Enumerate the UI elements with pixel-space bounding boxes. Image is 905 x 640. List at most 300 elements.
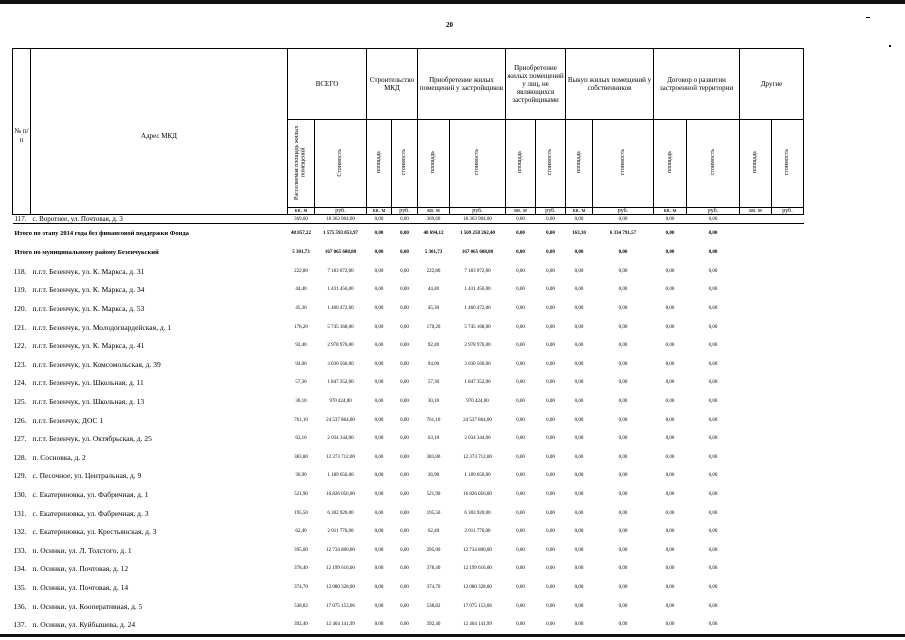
sub-header: стоимость <box>450 120 506 208</box>
value-cell: 0,00 <box>574 603 584 609</box>
value-cell: 0,00 <box>665 622 675 628</box>
value-cell: 45,30 <box>295 306 307 312</box>
scan-mark <box>866 17 870 18</box>
unit-cell: кв. м <box>654 208 687 215</box>
row-number: 124. <box>13 378 27 388</box>
row-address: п.г.т. Безенчук, ДОС 1 <box>32 415 104 425</box>
value-cell: 0,00 <box>654 215 687 224</box>
row-address: п.г.т. Безенчук, ул. К. Маркса, д. 31 <box>32 266 145 276</box>
row-number: 129. <box>13 471 27 481</box>
value-cell: 0,00 <box>516 343 525 349</box>
value-cell: 0,00 <box>665 287 675 293</box>
sub-header: стоимость <box>593 120 654 208</box>
row-address: п.г.т. Безенчук, ул. Школьная, д. 13 <box>32 397 145 406</box>
col-num-header: № п/п <box>13 49 31 215</box>
row-number: 125. <box>13 397 27 406</box>
table-body <box>13 215 804 634</box>
value-cell: 395,00 <box>294 547 308 553</box>
row-address: п. Сосновка, д. 2 <box>32 452 86 462</box>
value-cell: 0,00 <box>516 529 525 535</box>
table-row <box>13 215 804 224</box>
value-cell <box>772 411 804 430</box>
value-cell: 12 373 712,00 <box>463 454 492 460</box>
value-cell: 0,00 <box>400 529 409 535</box>
value-cell: 12 734 800,00 <box>326 547 355 553</box>
value-cell: 5 301,73 <box>424 250 443 256</box>
value-cell <box>772 560 804 579</box>
value-cell: 0,00 <box>516 306 525 312</box>
value-cell: 0,00 <box>374 417 384 423</box>
row-number: 136. <box>13 601 27 611</box>
value-cell: 0,00 <box>618 473 628 479</box>
row-number: 128. <box>13 452 27 462</box>
value-cell: 0,00 <box>665 547 675 553</box>
table-row <box>13 578 804 597</box>
value-cell: 0,00 <box>536 215 566 224</box>
table-row <box>13 597 804 616</box>
value-cell: 0,00 <box>516 584 525 590</box>
value-cell: 0,00 <box>546 231 555 237</box>
value-cell: 0,00 <box>618 306 628 312</box>
value-cell: 18 363 904,00 <box>450 215 506 224</box>
value-cell: 0,00 <box>708 491 718 497</box>
sub-header: площадь <box>506 120 536 208</box>
top-rule <box>0 0 905 4</box>
value-cell: 0,00 <box>516 622 525 628</box>
row-number: 134. <box>13 564 27 574</box>
value-cell: 0,00 <box>708 584 718 590</box>
value-cell: 222,80 <box>426 268 441 274</box>
value-cell: 0,00 <box>618 250 628 256</box>
group-header: Выкуп жилых помещений у собственников <box>566 49 654 120</box>
value-cell: 0,00 <box>374 250 384 256</box>
value-cell: 0,00 <box>516 231 525 237</box>
value-cell <box>772 541 804 560</box>
unit-cell: кв. м <box>367 208 392 215</box>
value-cell: 0,00 <box>400 491 409 497</box>
value-cell: 222,80 <box>294 268 308 274</box>
value-cell: 0,00 <box>374 324 384 330</box>
value-cell: 2 011 776,00 <box>327 529 354 535</box>
value-cell: 0,00 <box>374 306 384 312</box>
value-cell: 0,00 <box>574 250 584 256</box>
sub-header: площадь <box>418 120 450 208</box>
row-address: п. Осинки, ул. Л. Толстого, д. 1 <box>32 545 132 555</box>
value-cell <box>740 560 772 579</box>
value-cell: 1 460 472,00 <box>464 306 491 312</box>
value-cell: 0,00 <box>708 306 718 312</box>
row-address: с. Екатериновка, ул. Фабричная, д. 1 <box>32 489 149 499</box>
row-address: п.г.т. Безенчук, ул. Комсомольская, д. 39 <box>32 359 161 369</box>
value-cell: 0,00 <box>708 417 718 423</box>
value-cell: 0,00 <box>374 380 384 386</box>
value-cell: 0,00 <box>708 454 718 460</box>
value-cell: 761,10 <box>294 417 308 423</box>
value-cell: 0,00 <box>400 436 409 442</box>
value-cell: 0,00 <box>516 268 525 274</box>
value-cell: 0,00 <box>546 324 555 330</box>
group-header: Договор о развитии застроенной территории <box>654 49 740 120</box>
row-address: п.г.т. Безенчук, ул. К. Маркса, д. 41 <box>32 341 145 351</box>
value-cell <box>772 355 804 374</box>
value-cell: 6 302 920,00 <box>464 510 491 516</box>
value-cell: 0,00 <box>546 622 555 628</box>
sub-header: площадь <box>367 120 392 208</box>
value-cell: 30,10 <box>295 399 307 404</box>
value-cell: 63,10 <box>295 436 307 442</box>
value-cell: 0,00 <box>665 510 675 516</box>
value-cell <box>740 224 772 244</box>
value-cell: 0,00 <box>374 399 384 404</box>
group-header: ВСЕГО <box>288 49 367 120</box>
value-cell: 0,00 <box>546 584 555 590</box>
sub-header: стоимость <box>772 120 804 208</box>
value-cell <box>772 243 804 262</box>
value-cell: 1 189 656,00 <box>464 473 491 479</box>
value-cell <box>772 215 804 224</box>
value-cell: 44,40 <box>427 287 440 293</box>
value-cell: 0,00 <box>400 287 409 293</box>
value-cell: 3 030 560,00 <box>327 361 354 367</box>
table-row <box>13 560 804 579</box>
group-header: Другие <box>740 49 804 120</box>
value-cell: 17 075 153,06 <box>326 603 355 609</box>
unit-cell: руб. <box>687 208 740 215</box>
row-number: 119. <box>13 285 27 295</box>
value-cell: 0,00 <box>374 343 384 349</box>
value-cell: 0,00 <box>516 380 525 386</box>
value-cell: 0,00 <box>687 215 740 224</box>
unit-cell: руб. <box>593 208 654 215</box>
value-cell: 0,00 <box>400 454 409 460</box>
value-cell: 0,00 <box>546 399 555 404</box>
value-cell: 0,00 <box>546 361 555 367</box>
value-cell: 1 575 593 053,97 <box>323 231 358 237</box>
value-cell: 0,00 <box>574 622 584 628</box>
row-address: п. Осинки, ул. Куйбышева, д. 24 <box>32 620 136 630</box>
table-row <box>13 224 804 244</box>
bottom-rule <box>0 634 905 637</box>
value-cell <box>772 522 804 541</box>
value-cell: 163,10 <box>572 231 586 237</box>
value-cell: 62,40 <box>295 529 307 535</box>
value-cell: 0,00 <box>574 454 584 460</box>
value-cell: 0,00 <box>400 361 409 367</box>
sub-header: Расселяемая площадь жилых помещений <box>288 120 315 208</box>
value-cell: 0,00 <box>708 343 718 349</box>
value-cell <box>740 411 772 430</box>
value-cell: 92,40 <box>427 343 440 349</box>
table-row <box>13 262 804 281</box>
value-cell: 0,00 <box>516 361 525 367</box>
value-cell <box>740 243 772 262</box>
value-cell: 0,00 <box>516 287 525 293</box>
row-address: п. Осинки, ул. Почтовая, д. 14 <box>32 582 129 592</box>
value-cell: 0,00 <box>574 306 584 312</box>
value-cell: 12 373 712,00 <box>326 454 355 460</box>
value-cell: 3 030 560,00 <box>464 361 491 367</box>
value-cell: 392,40 <box>426 622 441 628</box>
value-cell: 0,00 <box>392 215 418 224</box>
value-cell: 378,40 <box>426 566 441 572</box>
value-cell <box>772 392 804 411</box>
value-cell: 395,00 <box>426 547 441 553</box>
value-cell: 374,70 <box>294 584 308 590</box>
value-cell: 0,00 <box>374 287 384 293</box>
value-cell <box>772 429 804 448</box>
value-cell: 392,40 <box>294 622 308 628</box>
value-cell: 57,30 <box>427 380 440 386</box>
value-cell: 0,00 <box>574 417 584 423</box>
value-cell: 0,00 <box>618 491 628 497</box>
value-cell: 36,90 <box>427 473 440 479</box>
value-cell: 0,00 <box>400 566 409 572</box>
sub-header: площадь <box>566 120 593 208</box>
value-cell: 0,00 <box>546 454 555 460</box>
unit-cell: руб. <box>450 208 506 215</box>
value-cell: 0,00 <box>708 380 718 386</box>
value-cell <box>740 448 772 467</box>
value-cell: 36,90 <box>295 473 307 479</box>
summary-label: Итого по муниципальному району Безенчукский <box>14 248 159 256</box>
value-cell: 0,00 <box>665 306 675 312</box>
value-cell: 0,00 <box>546 547 555 553</box>
value-cell: 0,00 <box>574 361 584 367</box>
value-cell: 1 431 456,00 <box>464 287 491 293</box>
value-cell: 0,00 <box>374 566 384 572</box>
value-cell <box>772 374 804 393</box>
value-cell: 0,00 <box>618 529 628 535</box>
value-cell: 0,00 <box>574 510 584 516</box>
value-cell: 0,00 <box>400 510 409 516</box>
value-cell: 195,50 <box>426 510 441 516</box>
value-cell <box>772 504 804 523</box>
value-cell: 0,00 <box>618 566 628 572</box>
value-cell <box>740 215 772 224</box>
row-number: 131. <box>13 508 27 518</box>
value-cell: 0,00 <box>708 361 718 367</box>
table-row <box>13 615 804 634</box>
value-cell: 0,00 <box>708 268 718 274</box>
value-cell <box>740 504 772 523</box>
row-address: с. Екатериновка, ул. Крестьянская, д. 3 <box>32 527 157 537</box>
value-cell: 0,00 <box>400 343 409 349</box>
value-cell: 538,82 <box>426 603 441 609</box>
value-cell: 0,00 <box>400 250 409 256</box>
sub-header: площадь <box>740 120 772 208</box>
row-number: 127. <box>13 434 27 444</box>
sub-header: Стоимость <box>315 120 367 208</box>
row-address: п.г.т. Безенчук, ул. Школьная, д. 11 <box>32 378 144 388</box>
value-cell: 0,00 <box>708 622 718 628</box>
value-cell: 12 734 800,00 <box>463 547 492 553</box>
value-cell <box>740 467 772 486</box>
value-cell: 0,00 <box>665 603 675 609</box>
value-cell: 0,00 <box>374 510 384 516</box>
value-cell: 0,00 <box>708 231 718 237</box>
row-address: с. Воротнее, ул. Почтовая, д. 3 <box>31 215 288 224</box>
value-cell <box>740 522 772 541</box>
value-cell: 0,00 <box>665 454 675 460</box>
group-header: Приобретение жилых помещений у застройщиков <box>418 49 506 120</box>
value-cell: 45,30 <box>427 306 440 312</box>
table-row <box>13 522 804 541</box>
value-cell: 0,00 <box>665 268 675 274</box>
value-cell: 0,00 <box>516 510 525 516</box>
table-row <box>13 243 804 262</box>
table-row <box>13 336 804 355</box>
value-cell: 0,00 <box>374 584 384 590</box>
value-cell: 0,00 <box>546 287 555 293</box>
value-cell: 0,00 <box>574 584 584 590</box>
value-cell: 0,00 <box>546 436 555 442</box>
value-cell: 178,20 <box>294 324 308 330</box>
value-cell: 0,00 <box>665 584 675 590</box>
value-cell: 16 826 056,00 <box>326 491 355 497</box>
value-cell: 0,00 <box>374 529 384 535</box>
unit-cell: руб. <box>392 208 418 215</box>
value-cell: 6 302 920,00 <box>327 510 354 516</box>
row-address: п.г.т. Безенчук, ул. К. Маркса, д. 34 <box>32 285 145 295</box>
row-number: 123. <box>13 359 27 369</box>
value-cell: 0,00 <box>618 399 628 404</box>
value-cell: 378,40 <box>294 566 308 572</box>
value-cell: 12 464 141,99 <box>463 622 492 628</box>
value-cell: 195,50 <box>294 510 308 516</box>
table-row <box>13 355 804 374</box>
value-cell: 1 569 258 262,40 <box>460 231 495 237</box>
value-cell <box>740 615 772 634</box>
value-cell: 0,00 <box>400 306 409 312</box>
value-cell: 369,60 <box>418 215 450 224</box>
value-cell: 12 464 141,99 <box>326 622 355 628</box>
sub-header: стоимость <box>687 120 740 208</box>
value-cell: 0,00 <box>516 436 525 442</box>
value-cell: 2 978 976,00 <box>327 343 354 349</box>
scan-mark <box>889 45 891 47</box>
value-cell: 0,00 <box>618 454 628 460</box>
table-row <box>13 299 804 318</box>
sub-header: площадь <box>654 120 687 208</box>
unit-cell: руб. <box>315 208 367 215</box>
value-cell: 0,00 <box>546 268 555 274</box>
value-cell: 0,00 <box>618 436 628 442</box>
value-cell: 0,00 <box>374 454 384 460</box>
value-cell: 0,00 <box>400 584 409 590</box>
value-cell: 0,00 <box>665 361 675 367</box>
value-cell: 0,00 <box>516 491 525 497</box>
value-cell: 6 334 791,57 <box>609 231 637 237</box>
value-cell <box>740 541 772 560</box>
value-cell: 0,00 <box>546 343 555 349</box>
row-number: 120. <box>13 304 27 314</box>
value-cell <box>740 299 772 318</box>
value-cell: 1 189 656,00 <box>327 473 354 479</box>
value-cell: 538,82 <box>294 603 308 609</box>
value-cell: 761,10 <box>426 417 441 423</box>
value-cell: 48 694,12 <box>423 231 444 237</box>
value-cell: 24 537 864,00 <box>463 417 492 423</box>
value-cell: 0,00 <box>574 547 584 553</box>
value-cell: 44,40 <box>295 287 307 293</box>
value-cell: 521,90 <box>294 491 308 497</box>
value-cell: 0,00 <box>708 566 718 572</box>
relocation-table <box>12 48 804 634</box>
value-cell: 7 183 072,00 <box>464 268 491 274</box>
value-cell: 0,00 <box>546 306 555 312</box>
value-cell: 521,90 <box>426 491 441 497</box>
row-address: с. Песочное, ул. Центральная, д. 9 <box>32 471 142 481</box>
value-cell <box>772 299 804 318</box>
table-row <box>13 374 804 393</box>
value-cell: 0,00 <box>665 473 675 479</box>
value-cell <box>772 615 804 634</box>
table-row <box>13 485 804 504</box>
row-address: п.г.т. Безенчук, ул. Молодогвардейская, д. 1 <box>32 322 172 332</box>
value-cell: 0,00 <box>574 399 584 404</box>
value-cell: 0,00 <box>665 399 675 404</box>
value-cell: 0,00 <box>400 417 409 423</box>
value-cell: 0,00 <box>516 473 525 479</box>
row-number: 118. <box>13 266 27 276</box>
value-cell: 0,00 <box>516 417 525 423</box>
value-cell <box>772 262 804 281</box>
value-cell <box>772 281 804 300</box>
value-cell: 0,00 <box>574 566 584 572</box>
table-row <box>13 541 804 560</box>
value-cell: 48 857,22 <box>291 231 311 237</box>
value-cell: 0,00 <box>516 399 525 404</box>
row-number: 132. <box>13 527 27 537</box>
value-cell: 0,00 <box>400 380 409 386</box>
value-cell: 0,00 <box>618 417 628 423</box>
unit-cell: кв. м <box>418 208 450 215</box>
value-cell: 374,70 <box>426 584 441 590</box>
table-row <box>13 318 804 337</box>
value-cell: 0,00 <box>574 436 584 442</box>
value-cell <box>740 281 772 300</box>
sub-header: стоимость <box>392 120 418 208</box>
value-cell <box>772 578 804 597</box>
value-cell: 24 537 864,00 <box>326 417 355 423</box>
value-cell: 0,00 <box>546 250 555 256</box>
value-cell: 0,00 <box>708 436 718 442</box>
unit-cell: руб. <box>772 208 804 215</box>
value-cell: 0,00 <box>574 529 584 535</box>
value-cell: 0,00 <box>374 436 384 442</box>
table-row <box>13 429 804 448</box>
sub-header: стоимость <box>536 120 566 208</box>
row-number: 133. <box>13 545 27 555</box>
value-cell: 0,00 <box>516 250 525 256</box>
table-row <box>13 392 804 411</box>
value-cell: 0,00 <box>708 287 718 293</box>
value-cell: 0,00 <box>400 399 409 404</box>
value-cell <box>772 336 804 355</box>
value-cell: 92,40 <box>295 343 307 349</box>
value-cell <box>772 318 804 337</box>
page-number: 20 <box>446 21 453 29</box>
value-cell: 0,00 <box>574 287 584 293</box>
value-cell: 16 826 056,00 <box>463 491 492 497</box>
value-cell <box>740 429 772 448</box>
value-cell: 0,00 <box>546 529 555 535</box>
value-cell: 0,00 <box>374 547 384 553</box>
value-cell: 0,00 <box>618 361 628 367</box>
value-cell: 0,00 <box>516 324 525 330</box>
value-cell: 0,00 <box>374 268 384 274</box>
row-address: с. Екатериновка, ул. Фабричная, д. 3 <box>32 508 149 518</box>
